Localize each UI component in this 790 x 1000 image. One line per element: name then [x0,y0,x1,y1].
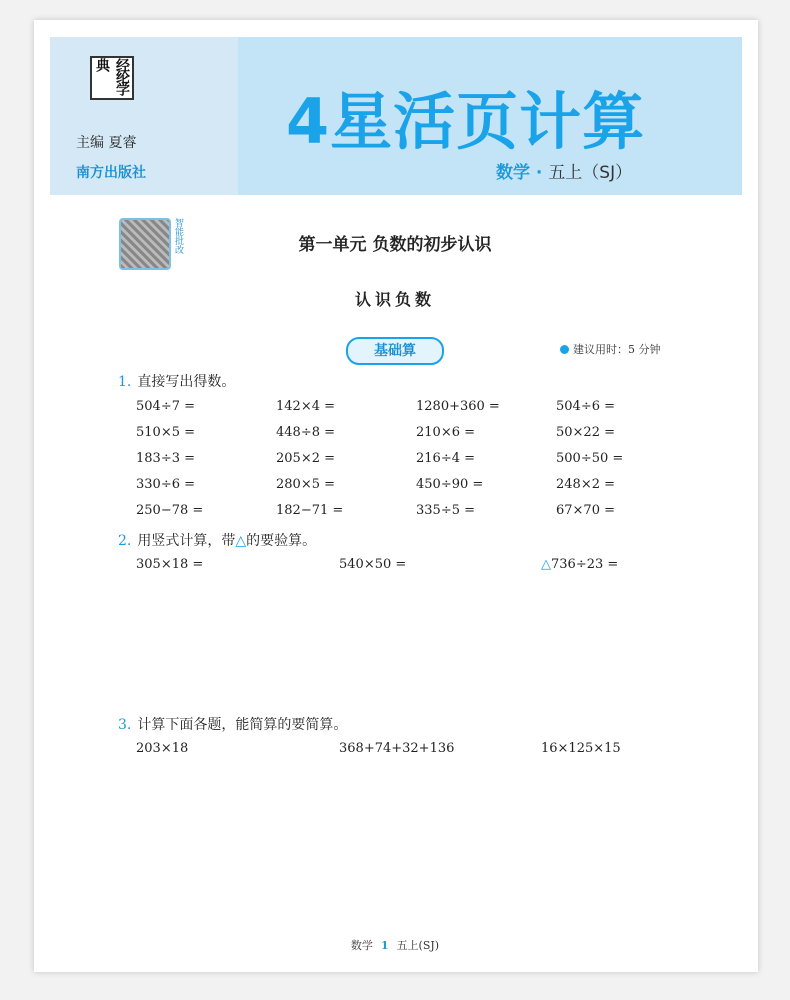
q1-item: 250−78 = [136,503,204,518]
q3-item-3: 16×125×15 [541,741,621,756]
q1-item: 504÷7 = [136,399,196,414]
q1-item: 142×4 = [276,399,336,414]
q1-item: 330÷6 = [136,477,196,492]
question-2-text-a: 用竖式计算，带 [137,533,236,549]
q1-item: 510×5 = [136,425,196,440]
book-title: 4星活页计算 [286,85,646,158]
subject-label: 数学 · [496,163,543,183]
q1-item: 504÷6 = [556,399,616,414]
q1-item: 205×2 = [276,451,336,466]
lesson-title: 认识负数 [354,290,435,309]
question-2-text-b: 的要验算。 [246,533,317,549]
grade-label: 五上（SJ） [548,163,633,183]
triangle-icon: △ [235,533,247,549]
brand-logo: 经纶学典 [90,56,134,100]
footer-grade: 五上(SJ) [396,939,440,952]
question-1-text: 直接写出得数。 [137,374,236,390]
clock-icon [560,345,569,354]
q1-item: 448÷8 = [276,425,336,440]
publisher-name: 南方出版社 [76,165,146,181]
q1-item: 500÷50 = [556,451,624,466]
question-2-heading [118,530,316,550]
footer-subject: 数学 [350,939,373,952]
question-2-number: 2. [118,533,132,549]
q2-item-3 [541,557,618,572]
triangle-icon: △ [541,557,551,572]
question-3-number: 3. [118,717,132,733]
q1-item: 67×70 = [556,503,616,518]
question-3-heading [118,714,347,734]
q2-item-1: 305×18 = [136,557,204,572]
section-badge: 基础算 [346,337,444,365]
time-hint [560,341,661,357]
q1-item: 280×5 = [276,477,336,492]
q1-item: 335÷5 = [416,503,476,518]
q1-item: 450÷90 = [416,477,484,492]
question-1-number: 1. [118,374,132,390]
q1-item: 1280+360 = [416,399,500,414]
page-footer [0,937,790,953]
q1-item: 248×2 = [556,477,616,492]
question-1-heading [118,371,235,391]
qr-side-label: 智能批改 [173,218,183,254]
q1-item: 50×22 = [556,425,616,440]
question-3-text: 计算下面各题，能简算的要简算。 [137,717,348,733]
q1-item: 182−71 = [276,503,344,518]
q1-item: 210×6 = [416,425,476,440]
q2-item-3-text: 736÷23 = [551,557,619,572]
q3-item-2: 368+74+32+136 [339,741,455,756]
q2-item-2: 540×50 = [339,557,407,572]
q3-item-1: 203×18 [136,741,189,756]
time-hint-text: 建议用时：5 分钟 [573,343,661,356]
book-subtitle [496,158,632,183]
q1-item: 216÷4 = [416,451,476,466]
unit-title: 第一单元 负数的初步认识 [298,235,492,255]
editor-credit: 主编 夏睿 [76,135,137,151]
q1-item: 183÷3 = [136,451,196,466]
page-number: 1 [380,939,389,952]
